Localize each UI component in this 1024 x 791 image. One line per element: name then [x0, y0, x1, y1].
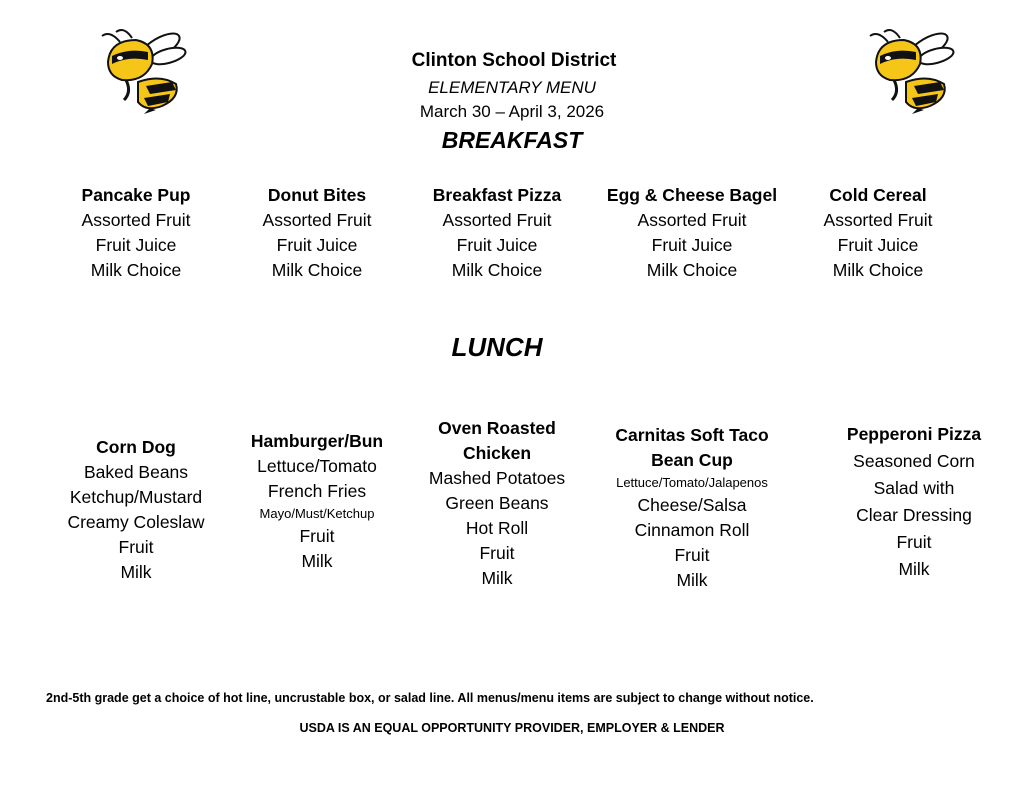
- date-range: March 30 – April 3, 2026: [419, 102, 605, 121]
- menu-item: Milk Choice: [451, 260, 543, 280]
- breakfast-heading: BREAKFAST: [441, 127, 583, 153]
- grade-choice-note: 2nd-5th grade get a choice of hot line, uncrustable box, or salad line. All menus/menu items are subject to change without notice.: [46, 691, 814, 705]
- menu-item: Milk: [676, 570, 708, 590]
- breakfast-day-3: [433, 183, 561, 283]
- menu-item: Lettuce/Tomato/Jalapenos: [616, 475, 768, 490]
- menu-item: Creamy Coleslaw: [67, 512, 205, 532]
- menu-item: Milk Choice: [271, 260, 363, 280]
- menu-item: Assorted Fruit: [81, 210, 191, 230]
- lunch-main: Carnitas Soft Taco: [615, 425, 769, 445]
- breakfast-day-5: [824, 183, 933, 283]
- menu-item: Assorted Fruit: [442, 210, 552, 230]
- menu-item: Ketchup/Mustard: [69, 487, 203, 507]
- menu-item: Milk Choice: [90, 260, 182, 280]
- menu-item: Baked Beans: [83, 462, 189, 482]
- district-title: Clinton School District: [411, 50, 617, 71]
- breakfast-main: Egg & Cheese Bagel: [606, 185, 778, 205]
- menu-item: Fruit: [299, 526, 335, 546]
- yellow-jacket-mascot-icon-left: [98, 22, 193, 114]
- lunch-heading: LUNCH: [451, 332, 543, 362]
- lunch-day-2: [251, 429, 383, 574]
- menu-item: Cheese/Salsa: [637, 495, 747, 515]
- menu-item: Seasoned Corn: [853, 451, 975, 471]
- menu-item: Fruit: [479, 543, 515, 563]
- menu-item: Assorted Fruit: [823, 210, 933, 230]
- lunch-main: Oven Roasted: [438, 418, 556, 438]
- menu-item: Milk: [481, 568, 513, 588]
- lunch-day-3: [429, 416, 565, 591]
- lunch-main: Pepperoni Pizza: [846, 424, 982, 444]
- menu-item: Milk: [301, 551, 333, 571]
- yellow-jacket-mascot-icon-right: [866, 22, 961, 114]
- menu-type: ELEMENTARY MENU: [428, 78, 596, 97]
- menu-item: Lettuce/Tomato: [257, 456, 377, 476]
- menu-item: Fruit: [674, 545, 710, 565]
- breakfast-main: Breakfast Pizza: [432, 185, 562, 205]
- menu-item: Milk: [120, 562, 152, 582]
- lunch-main: Corn Dog: [96, 437, 176, 457]
- menu-item: Mashed Potatoes: [428, 468, 566, 488]
- menu-item: Fruit: [896, 532, 932, 552]
- menu-item: Fruit Juice: [276, 235, 358, 255]
- breakfast-day-2: [263, 183, 372, 283]
- lunch-main: Hamburger/Bun: [250, 431, 384, 451]
- breakfast-main: Pancake Pup: [81, 185, 191, 205]
- breakfast-day-1: [82, 183, 191, 283]
- menu-item: Salad with: [873, 478, 955, 498]
- menu-item: French Fries: [267, 481, 367, 501]
- usda-statement: USDA IS AN EQUAL OPPORTUNITY PROVIDER, EMPLOYER & LENDER: [299, 721, 725, 735]
- menu-item: Fruit Juice: [456, 235, 538, 255]
- lunch-day-5: [847, 421, 981, 583]
- breakfast-main: Donut Bites: [267, 185, 367, 205]
- menu-item: Cinnamon Roll: [634, 520, 750, 540]
- menu-item: Assorted Fruit: [637, 210, 747, 230]
- breakfast-main: Cold Cereal: [829, 185, 927, 205]
- menu-item: Milk: [898, 559, 930, 579]
- menu-item: Milk Choice: [646, 260, 738, 280]
- menu-item: Clear Dressing: [856, 505, 972, 525]
- lunch-main: Chicken: [462, 443, 532, 463]
- menu-item: Fruit: [118, 537, 154, 557]
- menu-item: Green Beans: [445, 493, 549, 513]
- menu-item: Fruit Juice: [837, 235, 919, 255]
- menu-item: Mayo/Must/Ketchup: [259, 506, 375, 521]
- lunch-main: Bean Cup: [651, 450, 733, 470]
- menu-item: Fruit Juice: [95, 235, 177, 255]
- lunch-day-4: [615, 423, 768, 593]
- menu-item: Fruit Juice: [651, 235, 733, 255]
- breakfast-day-4: [607, 183, 777, 283]
- menu-item: Assorted Fruit: [262, 210, 372, 230]
- menu-item: Hot Roll: [465, 518, 529, 538]
- lunch-day-1: [67, 435, 204, 585]
- menu-item: Milk Choice: [832, 260, 924, 280]
